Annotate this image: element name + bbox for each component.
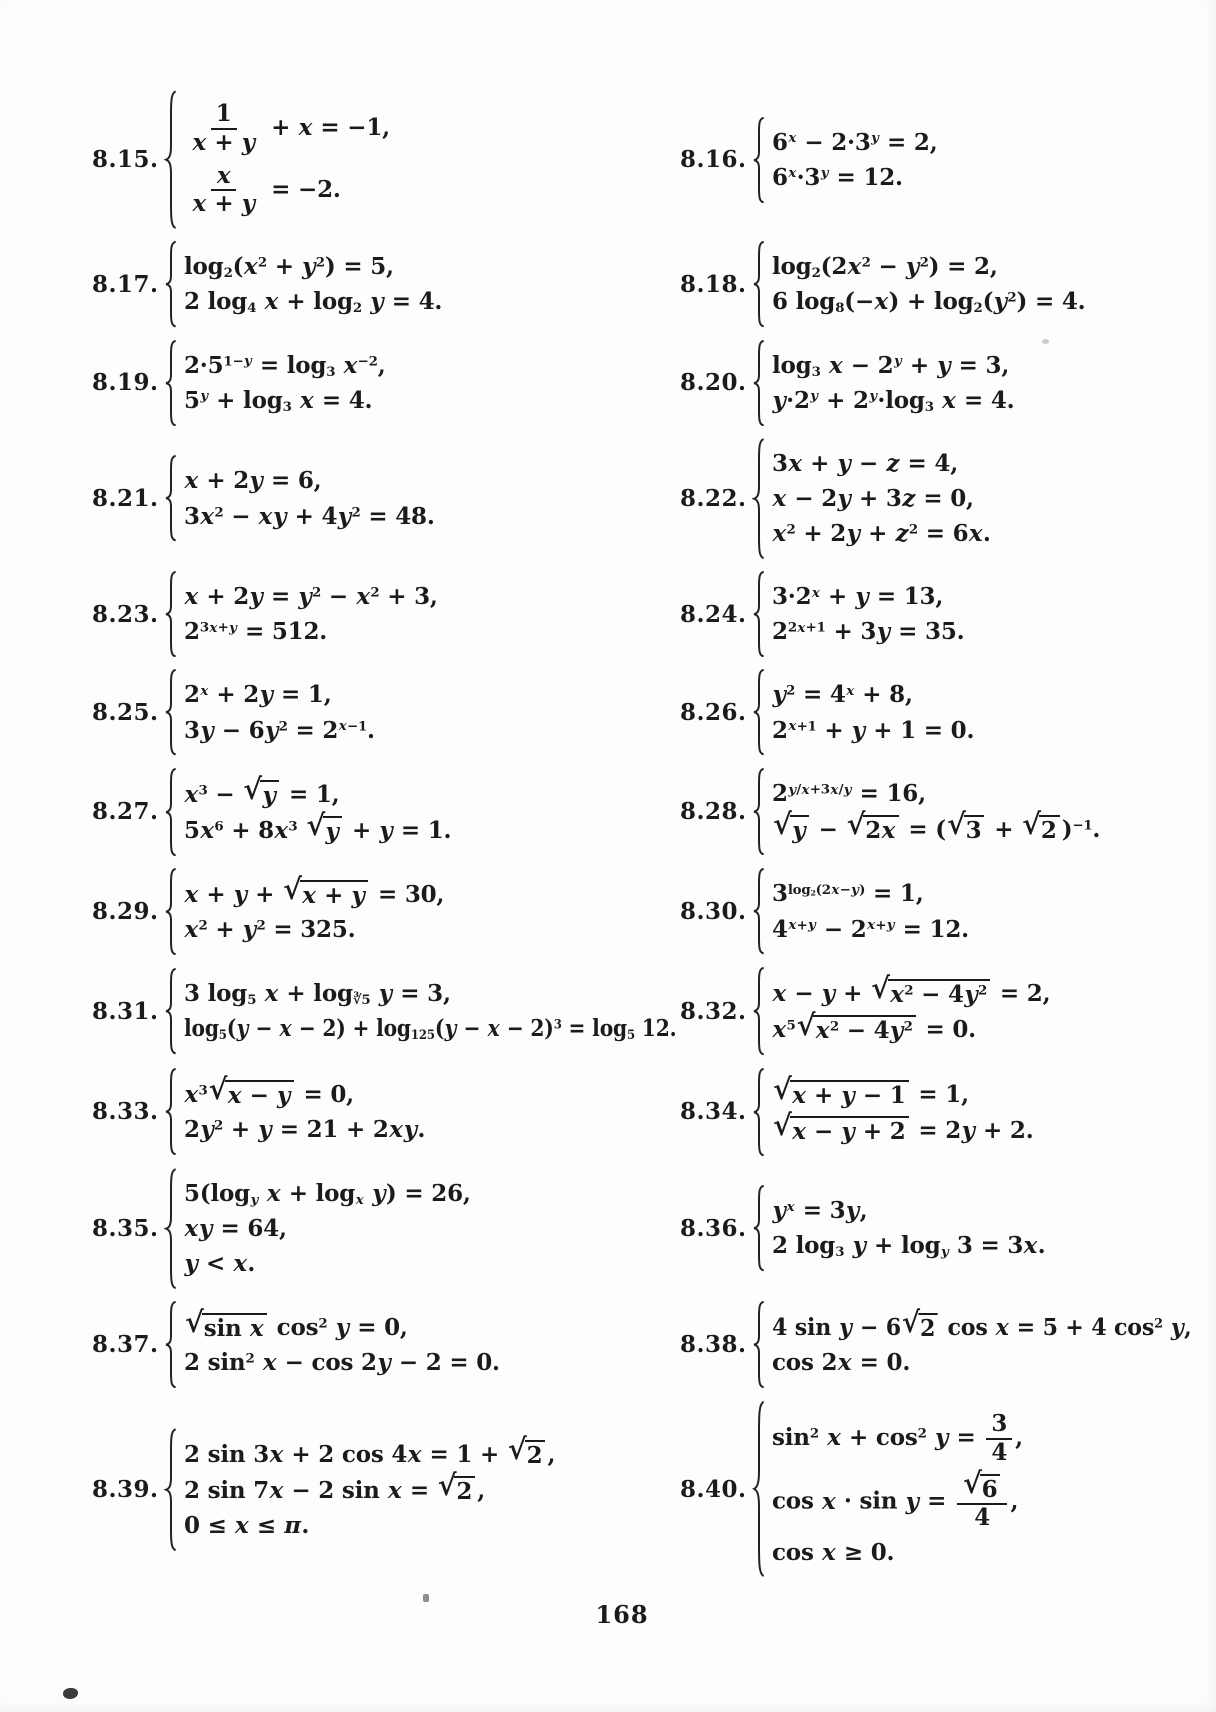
- problem-8-20: [680, 346, 1208, 420]
- equation-line: $3y - 6y^2 = 2^{x-1}$.: [184, 716, 375, 744]
- system-brace-icon: [752, 868, 766, 954]
- problem-number: 8.18.: [680, 270, 747, 298]
- problem-8-29: [92, 874, 680, 949]
- problem-number: 8.22.: [680, 485, 747, 512]
- problem-8-27: [92, 771, 680, 850]
- equation-line: √ x + y − 1 = 1,: [773, 1071, 969, 1109]
- equation-line: $5^y + \log_3 x = 4$.: [184, 386, 373, 415]
- equation-lines: [772, 1071, 1034, 1148]
- equation-line: cos x ≥ 0.: [772, 1539, 895, 1567]
- equation-line: cos 2x = 0.: [772, 1349, 911, 1377]
- equation-line: 0 ≤ x ≤ π.: [184, 1511, 310, 1539]
- system-brace-icon: [164, 868, 178, 955]
- equation-line: $6^x - 2\cdot 3^y = 2$,: [772, 128, 938, 156]
- equation-line: 2 sin 3x + 2 cos 4x = 1 + √ 2 ,: [184, 1431, 556, 1469]
- problem-number: 8.15.: [92, 146, 159, 174]
- equation-system: [752, 973, 1050, 1049]
- system-brace-icon: [752, 669, 766, 755]
- problem-8-22: [680, 444, 1208, 553]
- equation-line: 2 $\log_4 x + \log_2 y = 4$.: [184, 288, 443, 317]
- equation-line: 3 $\log_5 x + \log_{∛5} y = 3$,: [184, 980, 451, 1009]
- equation-line: $4^{x+y} - 2^{x+y} = 12$.: [772, 915, 969, 943]
- equation-line: $x^2 + y^2 = 325$.: [184, 916, 356, 944]
- equation-line: $3x^2$ − xy + $4y^2 = 48$.: [184, 502, 435, 530]
- equation-lines: [184, 98, 390, 221]
- system-brace-icon: [752, 967, 766, 1055]
- problem-8-17: [92, 247, 680, 321]
- equation-line: 4 sin y − 6 √ 2 cos x = 5 + 4 $\cos^2 y$,: [772, 1305, 1192, 1343]
- equation-system: [164, 461, 435, 535]
- system-brace-icon: [752, 571, 766, 657]
- problem-number: 8.28.: [680, 798, 747, 826]
- equation-system: [752, 1307, 1208, 1382]
- problem-8-19: [92, 346, 680, 420]
- problem-8-34: [680, 1071, 1208, 1150]
- problem-8-33: [92, 1074, 680, 1149]
- problem-number: 8.25.: [92, 699, 159, 727]
- equation-system: [752, 874, 969, 948]
- equation-system: [752, 774, 1100, 849]
- equation-line: $x + 2y = y^2 - x^2 + 3$,: [184, 583, 438, 611]
- equation-line: $2^{3x+y} = 512$.: [184, 618, 328, 646]
- equation-system: [164, 1174, 471, 1283]
- problem-8-35: [92, 1174, 680, 1283]
- system-brace-icon: [752, 1301, 766, 1388]
- equation-lines: [184, 579, 438, 649]
- equation-system: [752, 444, 991, 553]
- equation-lines: [184, 1072, 426, 1147]
- equation-lines: [184, 463, 435, 533]
- equation-line: $2y^2 + y = 21 + 2xy$.: [184, 1116, 426, 1144]
- equation-system: [164, 974, 747, 1048]
- problem-8-37: [92, 1307, 680, 1382]
- equation-line: $5(\log_y$ $x + \log_x y) = 26$,: [184, 1179, 471, 1208]
- equation-lines: [184, 872, 445, 947]
- equation-line: $\log_3 x - 2^y + y = 3$,: [772, 351, 1010, 380]
- system-brace-icon: [752, 1068, 766, 1156]
- equation-lines: [772, 1305, 1208, 1380]
- system-brace-icon: [752, 117, 766, 203]
- problem-number: 8.19.: [92, 369, 159, 397]
- problem-8-40: [680, 1406, 1208, 1572]
- equation-system: [164, 1431, 556, 1545]
- equation-system: [164, 1307, 500, 1382]
- equation-lines: [184, 1305, 500, 1380]
- problem-8-23: [92, 577, 680, 651]
- equation-system: [164, 577, 438, 651]
- equation-system: [752, 346, 1014, 420]
- problem-number: 8.32.: [680, 997, 747, 1025]
- system-brace-icon: [752, 438, 766, 559]
- problem-8-36: [680, 1191, 1208, 1265]
- equation-line: $2^{y/x+3x/y} = 16$,: [772, 780, 926, 808]
- equation-line: $\frac{1}{x + y}$ + x = −1,: [192, 100, 390, 156]
- equation-line: $y\cdot 2^y + 2^y\cdot\log_3$ x = 4.: [772, 386, 1015, 415]
- equation-system: [752, 675, 974, 749]
- equation-line: 2 $\log_3 y + \log_y 3 = 3x$.: [772, 1232, 1046, 1261]
- system-brace-icon: [164, 241, 178, 327]
- equation-line: $5x^6 + 8x^3$ √ y + y = 1.: [184, 807, 452, 845]
- problem-8-26: [680, 675, 1208, 749]
- system-brace-icon: [164, 455, 178, 541]
- problem-number: 8.31.: [92, 997, 159, 1025]
- equation-line: 3x + y − z = 4,: [772, 449, 959, 477]
- equation-system: [752, 1406, 1023, 1572]
- page-number: 168: [595, 1600, 649, 1630]
- equation-lines: [184, 348, 386, 418]
- problem-number: 8.40.: [680, 1475, 747, 1503]
- system-brace-icon: [164, 571, 178, 657]
- problem-number: 8.34.: [680, 1098, 747, 1126]
- equation-line: $y^2 = 4^x + 8$,: [772, 681, 913, 709]
- problem-number: 8.16.: [680, 146, 747, 174]
- problem-8-32: [680, 973, 1208, 1049]
- equation-lines: [184, 976, 747, 1046]
- equation-system: [164, 771, 452, 850]
- equation-line: $2\cdot 5^{1-y} = \log_3 x^{-2}$,: [184, 351, 386, 380]
- equation-lines: [772, 579, 964, 649]
- equation-line: 2 sin 7x − 2 sin x = √ 2 ,: [184, 1467, 486, 1505]
- equation-lines: [184, 249, 442, 319]
- system-brace-icon: [752, 340, 766, 426]
- system-brace-icon: [752, 1185, 766, 1271]
- system-brace-icon: [164, 968, 178, 1054]
- equation-lines: [772, 677, 974, 747]
- equation-lines: [772, 876, 969, 946]
- system-brace-icon: [752, 768, 766, 855]
- problem-number: 8.36.: [680, 1214, 747, 1242]
- problem-8-24: [680, 577, 1208, 651]
- equation-line: $2^{x+1} + y + 1 = 0$.: [772, 716, 975, 744]
- equation-lines: [772, 446, 991, 551]
- problem-number: 8.21.: [92, 485, 159, 512]
- equation-line: $3^{log_2(2x-y)} = 1$,: [772, 880, 924, 908]
- problem-8-15: [92, 96, 680, 223]
- equation-line: $x^3$ − √ y = 1,: [184, 771, 340, 809]
- system-brace-icon: [164, 669, 178, 755]
- system-brace-icon: [164, 1168, 178, 1289]
- equation-lines: [184, 771, 452, 848]
- equation-system: [752, 123, 938, 197]
- problem-number: 8.37.: [92, 1331, 159, 1359]
- problem-8-30: [680, 874, 1208, 948]
- problem-8-39: [92, 1431, 680, 1545]
- equation-lines: [772, 1193, 1045, 1263]
- equation-line: $6^x\cdot 3^y = 12$.: [772, 163, 903, 191]
- problem-8-28: [680, 774, 1208, 849]
- equation-system: [164, 1074, 425, 1149]
- equation-line: $x^3$ √ x − y = 0,: [184, 1072, 354, 1110]
- problem-number: 8.24.: [680, 600, 747, 628]
- equation-line: $y^x = 3y$,: [772, 1197, 868, 1225]
- system-brace-icon: [164, 1301, 178, 1388]
- equation-system: [164, 346, 386, 420]
- problem-number: 8.17.: [92, 270, 159, 298]
- equation-lines: [772, 348, 1014, 418]
- problem-number: 8.20.: [680, 369, 747, 397]
- system-brace-icon: [164, 1068, 178, 1155]
- scan-speck: [63, 1688, 78, 1699]
- equation-lines: [772, 1408, 1023, 1570]
- equation-lines: [184, 1176, 471, 1281]
- equation-line: x + 2y = 6,: [184, 467, 322, 495]
- equation-line: x − y + √ $x^2 - 4y^2$ = 2,: [772, 971, 1051, 1009]
- equation-system: [164, 96, 390, 223]
- problem-number: 8.26.: [680, 699, 747, 727]
- equation-line: √ y − √ 2x = ( √ 3 + √ 2 )$^{-1}$.: [773, 807, 1101, 845]
- problem-number: 8.27.: [92, 798, 159, 826]
- problem-8-25: [92, 675, 680, 749]
- problems-grid: [92, 96, 1196, 1572]
- equation-line: xy = 64,: [184, 1214, 287, 1242]
- system-brace-icon: [164, 768, 178, 856]
- equation-line: $x^5$ √ $x^2 - 4y^2$ = 0.: [772, 1007, 976, 1045]
- equation-line: 2 $\sin^2 x - \cos 2y - 2 = 0$.: [184, 1349, 500, 1377]
- problem-number: 8.38.: [680, 1331, 747, 1359]
- equation-system: [752, 577, 964, 651]
- equation-line: $\sin^2 x + \cos^2 y$ = $\frac{3}{4}$ ,: [772, 1410, 1023, 1467]
- equation-line: $\log_2(x^2 + y^2) = 5$,: [184, 253, 394, 282]
- equation-lines: [772, 249, 1085, 319]
- equation-line: √ sin x $\cos^2 y = 0$,: [185, 1305, 408, 1343]
- system-brace-icon: [752, 241, 766, 327]
- scan-speck: [1042, 339, 1049, 344]
- problem-8-31: [92, 974, 680, 1048]
- system-brace-icon: [164, 340, 178, 426]
- equation-system: [752, 1071, 1034, 1150]
- system-brace-icon: [752, 1400, 766, 1578]
- equation-system: [752, 247, 1085, 321]
- equation-line: x − 2y + 3z = 0,: [772, 484, 974, 512]
- equation-system: [164, 247, 442, 321]
- problem-8-18: [680, 247, 1208, 321]
- equation-line: $\frac{x}{x + y}$ = −2.: [192, 161, 341, 218]
- equation-line: √ x − y + 2 = 2y + 2.: [773, 1107, 1034, 1145]
- equation-lines: [772, 776, 1100, 847]
- equation-line: y < x.: [184, 1250, 256, 1278]
- problem-8-38: [680, 1307, 1208, 1382]
- equation-line: $2^{2x+1} + 3y = 35$.: [772, 618, 965, 646]
- system-brace-icon: [164, 1428, 178, 1551]
- system-brace-icon: [164, 90, 178, 229]
- problem-number: 8.29.: [92, 898, 159, 926]
- problem-8-21: [92, 461, 680, 535]
- equation-lines: [772, 125, 938, 195]
- equation-system: [164, 874, 444, 949]
- problem-8-16: [680, 123, 1208, 197]
- equation-line: 6 $\log_8(-x) + \log_2(y^2) = 4$.: [772, 288, 1086, 317]
- problem-number: 8.33.: [92, 1098, 159, 1126]
- problem-number: 8.39.: [92, 1475, 159, 1503]
- problem-number: 8.30.: [680, 898, 747, 926]
- equation-line: x + y + √ x + y = 30,: [184, 872, 445, 909]
- problem-number: 8.35.: [92, 1214, 159, 1242]
- equation-lines: [184, 677, 375, 747]
- equation-line: cos x · sin y = √ 6 4 ,: [772, 1466, 1019, 1532]
- equation-system: [752, 1191, 1045, 1265]
- equation-system: [164, 675, 375, 749]
- equation-line: $2^x + 2y = 1$,: [184, 681, 332, 709]
- equation-line: $\log_2(2x^2 - y^2) = 2$,: [772, 253, 998, 282]
- equation-lines: [772, 971, 1051, 1047]
- equation-line: $x^2 + 2y + z^2 = 6x$.: [772, 520, 991, 548]
- equation-line: $\log_5(y - x - 2) + \log_{125}(y - x - 2)^3 = \log_5 12$.: [184, 1015, 677, 1044]
- scan-speck: [423, 1594, 429, 1602]
- equation-lines: [184, 1431, 556, 1543]
- problem-number: 8.23.: [92, 600, 159, 628]
- equation-line: $3\cdot 2^x + y = 13$,: [772, 583, 944, 611]
